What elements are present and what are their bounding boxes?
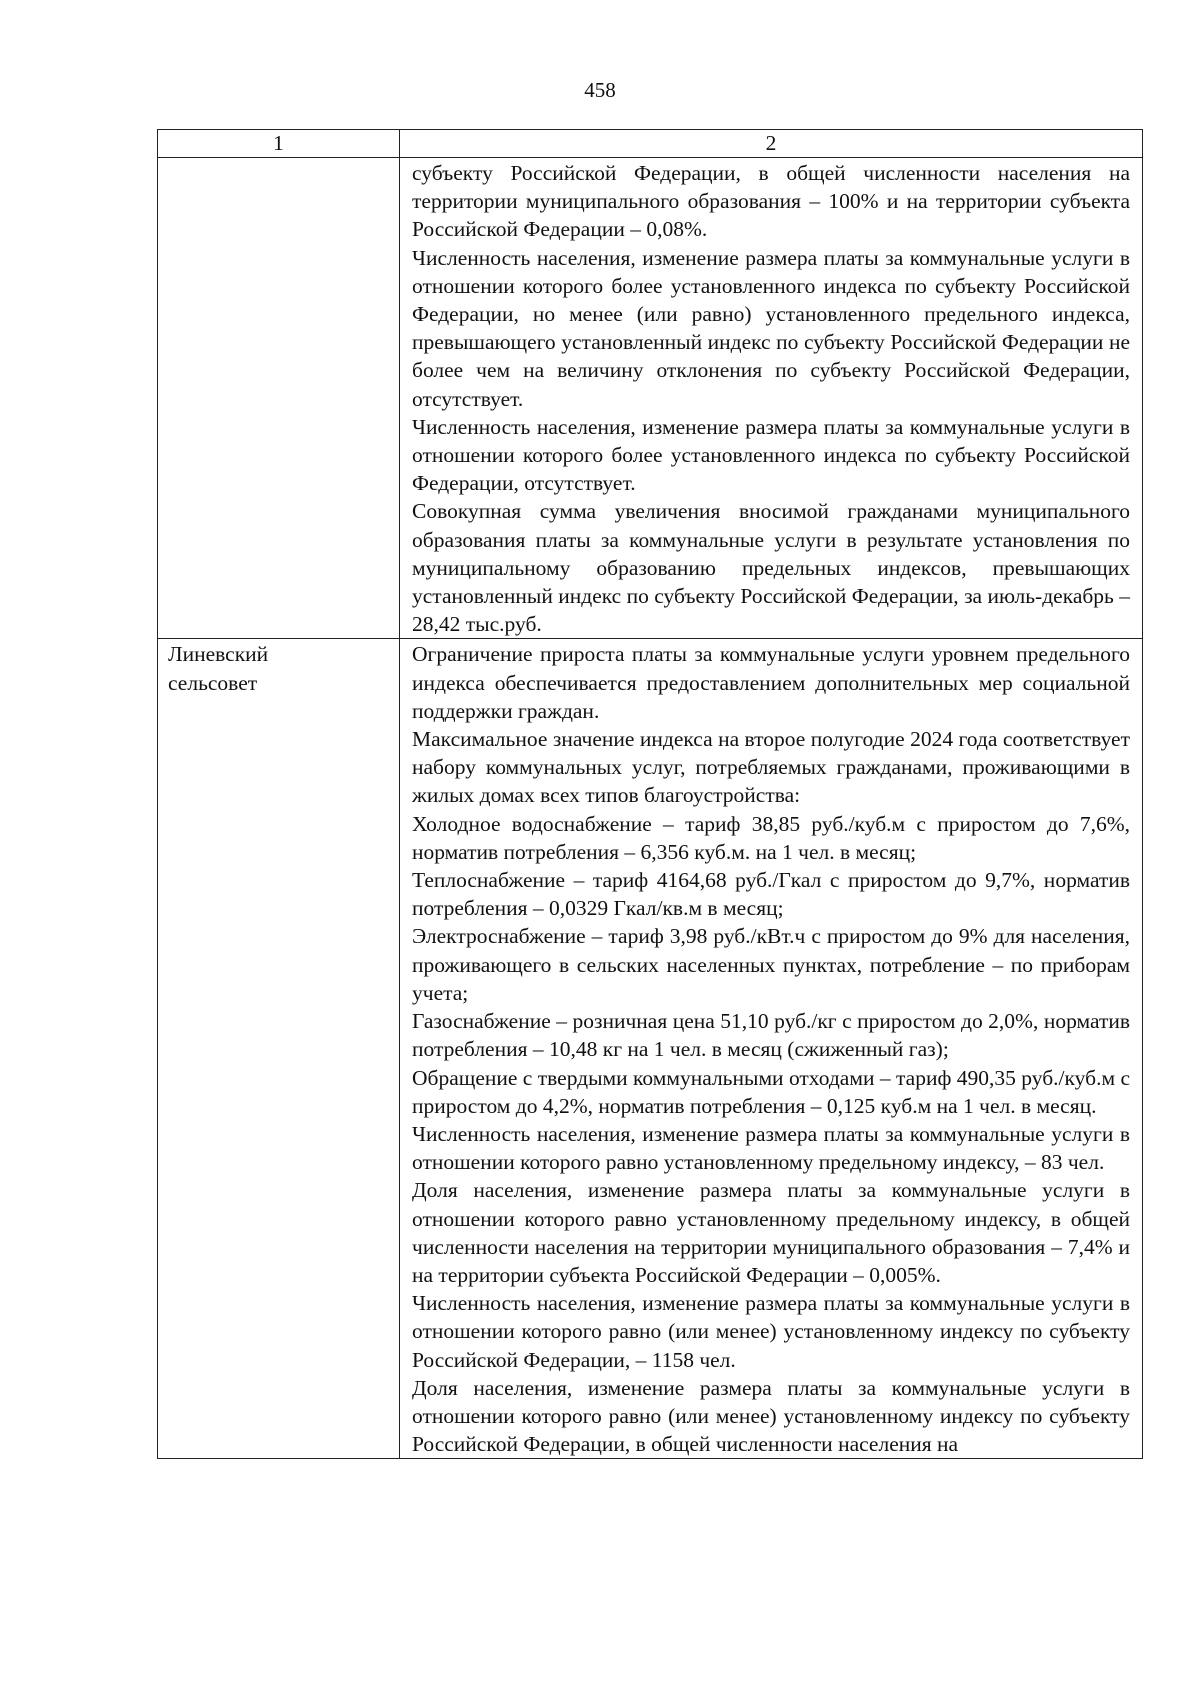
municipality-type: сельсовет: [168, 670, 258, 695]
column-header-2: 2: [400, 130, 1143, 158]
paragraph: Численность населения, изменение размера платы за коммунальные услуги в отношении которого более установленного индекса по субъекту Российской Федерации, отсутствует.: [412, 414, 1130, 496]
paragraph: Численность населения, изменение размера платы за коммунальные услуги в отношении которого равно (или менее) установленному индексу по субъекту Российской Федерации, – 1158 чел.: [412, 1291, 1130, 1372]
municipality-cell-empty: [158, 158, 400, 639]
column-header-1: 1: [158, 130, 400, 158]
description-cell: [400, 639, 1143, 1459]
description-cell: [400, 158, 1143, 639]
table-header-row: [158, 130, 1143, 158]
paragraph: Теплоснабжение – тариф 4164,68 руб./Гкал с приростом до 9,7%, норматив потребления – 0,0329 Гкал/кв.м в месяц;: [412, 868, 1130, 921]
paragraph: Ограничение прироста платы за коммунальные услуги уровнем предельного индекса обеспечивается предоставлением дополнительных мер социальной поддержки граждан.: [412, 642, 1130, 723]
municipality-name: Линевский: [168, 642, 269, 667]
paragraph: Доля населения, изменение размера платы за коммунальные услуги в отношении которого равно (или менее) установленному индексу по субъекту Российской Федерации, в общей численности населения на: [412, 1375, 1130, 1457]
document-table: [157, 129, 1143, 1459]
paragraph: субъекту Российской Федерации, в общей численности населения на территории муниципального образования – 100% и на территории субъекта Российской Федерации – 0,08%.: [412, 161, 1130, 242]
paragraph: Численность населения, изменение размера платы за коммунальные услуги в отношении которого равно установленному предельному индексу, – 83 чел.: [412, 1121, 1130, 1175]
municipality-cell: [158, 639, 400, 1459]
table-row: [158, 639, 1143, 1459]
table-row: [158, 158, 1143, 639]
paragraph: Обращение с твердыми коммунальными отходами – тариф 490,35 руб./куб.м с приростом до 4,2%, норматив потребления – 0,125 куб.м на 1 чел. в месяц.: [412, 1065, 1130, 1118]
paragraph: Электроснабжение – тариф 3,98 руб./кВт.ч с приростом до 9% для населения, проживающего в сельских населенных пунктах, потребление – по приборам учета;: [412, 924, 1130, 1005]
paragraph: Газоснабжение – розничная цена 51,10 руб./кг с приростом до 2,0%, норматив потребления – 10,48 кг на 1 чел. в месяц (сжиженный газ);: [412, 1009, 1130, 1062]
paragraph: Доля населения, изменение размера платы за коммунальные услуги в отношении которого равно установленному предельному индексу, в общей численности населения на территории муниципального образования – 7,4% и на территории субъекта Российской Федерации – 0,005%.: [412, 1178, 1130, 1287]
paragraph: Холодное водоснабжение – тариф 38,85 руб./куб.м с приростом до 7,6%, норматив потребления – 6,356 куб.м. на 1 чел. в месяц;: [412, 811, 1130, 864]
page-number: 458: [584, 78, 616, 102]
paragraph: Численность населения, изменение размера платы за коммунальные услуги в отношении которого более установленного индекса по субъекту Российской Федерации, но менее (или равно) установленного предельного индекса, превышающего установленный индекс по субъекту Российской Федерации не более чем на величину отклонения по субъекту Российской Федерации, отсутствует.: [412, 245, 1130, 411]
paragraph: Совокупная сумма увеличения вносимой гражданами муниципального образования платы за коммунальные услуги в результате установления по муниципальному образованию предельных индексов, превышающих установленный индекс по субъекту Российской Федерации, за июль-декабрь – 28,42 тыс.руб.: [412, 499, 1130, 637]
paragraph: Максимальное значение индекса на второе полугодие 2024 года соответствует набору коммунальных услуг, потребляемых гражданами, проживающими в жилых домах всех типов благоустройства:: [412, 727, 1130, 808]
